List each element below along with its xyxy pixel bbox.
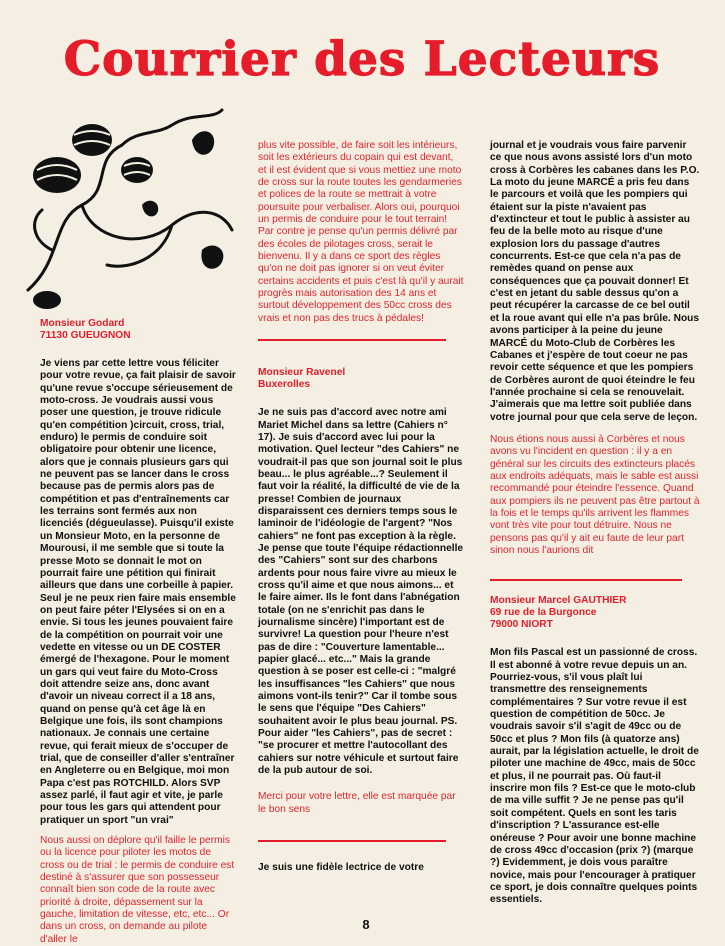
page-title: Courrier des Lecteurs — [63, 32, 661, 87]
floral-ornament-icon — [22, 100, 240, 310]
column-right — [490, 140, 700, 907]
sender-address: Buxerolles — [258, 379, 311, 391]
letter-body-continued: journal et je voudrais vous faire parvenir ce que nous avons assisté lors d'un moto cross à Corbères les cabanes dans les P.O. La moto du jeune MARCÉ a pris feu dans le parcours et voilà que les pompiers qui étaient sur la piste n'avaient pas d'extincteur et tout le public à assister au feu de la belle moto au risque d'une explosion lors du passage d'autres concurrents. Est-ce que cela n'a pas de remèdes quand on pense aux conséquences que ça pouvait donner! Et c'est en jetant du sable dessus qu'on a peut récupérer la carcasse de ce bel outil et la roue avant qui elle n'a pas brûle. Nous avons participer à la peine du jeune MARCÉ du Moto-Club de Corbères les Cabanes et j'espère de tout coeur ne pas revoir cette séquence et que les pompiers de Corbères auront de quoi éteindre le feu l'année prochaine si cela se renouvelait. J'aimerais que ma lettre soit publiée dans votre journal pour que cela serve de leçon. — [490, 140, 700, 423]
letter-body: Je viens par cette lettre vous féliciter pour votre revue, ça fait plaisir de savoir qu'une revue s'occupe sérieusement de moto-cross. Je voudrais aussi vous poser une question, je trouve ridicule qu'en compétition )circuit, cross, trial, enduro) le permis de conduire soit obligatoire pour obtenir une licence, alors que je connais plusieurs gars qui ne peuvent pas se lancer dans le cross because pas de permis alors pas de compétition et pas d'entraînements car les terrains sont fermés aux non licenciés (dégueulasse). Puisqu'il existe un Monsieur Moto, en la personne de Mourousi, il me semble que si toute la presse Moto se donnait le mot on pourrait faire une pétition qui finirait ailleurs que dans une corbeille à papier. Seul je ne peux rien faire mais ensemble on peut faire péter l'Elysées si on en a envie. Si tous les jeunes pouvaient faire de la compétition on pourrait voir une vedette en vitesse ou un DE COSTER émergé de l'hexagone. Pour le moment un gars qui veut faire du Moto-Cross doit attendre seize ans, donc avant d'avoir un niveau correct il a 18 ans, quand on pense qu'à cet âge là en Belgique une fois, ils sont champions nationaux. Je connais une certaine revue, qui ferait mieux de s'occuper de trial, que de conseiller d'aller s'entraîner en Angleterre ou en Belgique, moi mon Papa c'est pas ROTCHILD. Alors SVP assez parlé, il faut agir et vite, je parle pour tous les gars qui attendent pour pratiquer un sport "un vrai" — [40, 358, 236, 826]
sender-address: 71130 GUEUGNON — [40, 330, 131, 341]
editor-reply: Merci pour votre lettre, elle est marquée par le bon sens — [258, 791, 456, 815]
section-divider — [490, 579, 682, 581]
letter-body: Mon fils Pascal est un passionné de cross. Il est abonné à votre revue depuis un an. Pourriez-vous, s'il vous plaît lui transmettre des renseignements complémentaires ? Sur votre revue il est question de compétition de 50cc. Je voudrais savoir s'il s'agit de 49cc ou de 50cc et plus ? Mon fils (à quatorze ans) aurait, par la législation actuelle, le droit de piloter une machine de 49cc, mais de 50cc et plus, il ne pourrait pas. Où faut-il inscrire mon fils ? Est-ce que le moto-club de ma ville suffit ? Je ne pense pas qu'il soit compétent. Quels en sont les taris d'inscription ? L'assurance est-elle onéreuse ? Pour avoir une bonne machine de cross 49cc d'occasion (prix ?) (marque ?) Evidemment, je dois vous paraître novice, mais pour l'encourager à pratiquer ce sport, je dois connaître quelques points essentiels. — [490, 647, 699, 906]
sender-name: Monsieur Ravenel — [258, 367, 346, 379]
column-left — [40, 318, 236, 946]
sender-city: 79000 NIORT — [490, 619, 553, 631]
section-divider — [258, 339, 446, 341]
editor-reply: Nous étions nous aussi à Corbères et nous avons vu l'incident en question : il y a en général sur les circuits des extincteurs placés aux endroits adéquats, mais le sable est aussi recommandé pour éteindre l'essence. Quand aux pompiers ils ne peuvent pas être partout à la fois et le temps qu'ils arrivent les flammes vont très vite pour tout détruire. Nous ne pensons pas qu'il y ait eu faute de leur part sinon nous l'aurions dit — [490, 433, 700, 556]
letter-body: Je ne suis pas d'accord avec notre ami Mariet Michel dans sa lettre (Cahiers n° 17). Je suis d'accord avec lui pour la motivation. Quel lecteur "des Cahiers" ne voudrait-il pas que son journal soit le plus beau... le plus agréable...? Seulement il faut voir la réalité, la difficulté de vie de la presse! Combien de journaux disparaissent ces derniers temps sous le laminoir de l'idéologie de l'argent? "Nos cahiers" ne font pas exception à la règle. Je pense que toute l'équipe rédactionnelle des "Cahiers" sont sur des charbons ardents pour nous faire vivre au mieux le cross qu'il aime et que nous aimons... et le faire aimer. Ils le font dans l'abnégation totale (on ne s'enrichit pas dans le journalisme sincère) l'important est de survivre! La question pour l'heure n'est pas de dire : "Couverture lamentable... papier glacé... etc..." Mais la grande question à se poser est celle-ci : "malgré les insuffisances "les Cahiers" que nous aimons vont-ils tenir?" Car il tombe sous le sens que l'équipe "Des Cahiers" souhaitent avoir le plus beau journal. PS. Pour aider "les Cahiers", pas de secret : "se procurer et mettre l'autocollant des cahiers sur notre véhicule et surtout faire de la pub autour de soi. — [258, 407, 464, 777]
sender-name: Monsieur Marcel GAUTHIER — [490, 595, 627, 607]
editor-reply: Nous aussi on déplore qu'il faille le permis ou la licence pour piloter les motos de cross ou de trial : le permis de conduire est destiné à s'assurer que son possesseur connaît bien son code de la route avec priorité à droite, dépassement sur la gauche, limitation de vitesse, etc, etc... Or dans un cross, on demande au pilote d'aller le — [40, 835, 235, 945]
sender-name: Monsieur Godard — [40, 318, 125, 329]
column-middle — [258, 140, 464, 875]
section-divider — [258, 840, 446, 842]
sender-street: 69 rue de la Burgonce — [490, 607, 597, 619]
editor-reply-continued: plus vite possible, de faire soit les intérieurs, soit les extérieurs du copain qui est devant, et il est évident que si vous mettiez une moto de cross sur la route toutes les gendarmeries et polices de la route se mettrait à votre poursuite pour verbaliser. Alors oui, pourquoi un permis de conduire pour le tout terrain! Par contre je pense qu'un permis délivré par des écoles de pilotages cross, serait le bienvenu. Il y a dans ce sport des règles qu'on ne doit pas ignorer si on veut éviter certains accidents et puis c'est là qu'il y aurait progrès mais autorisation des 14 ans et surtout développement des 50cc cross des vrais et non pas des trucs à pédales! — [258, 140, 464, 324]
letter-body: Je suis une fidèle lectrice de votre — [258, 862, 424, 874]
page-number: 8 — [362, 917, 370, 932]
